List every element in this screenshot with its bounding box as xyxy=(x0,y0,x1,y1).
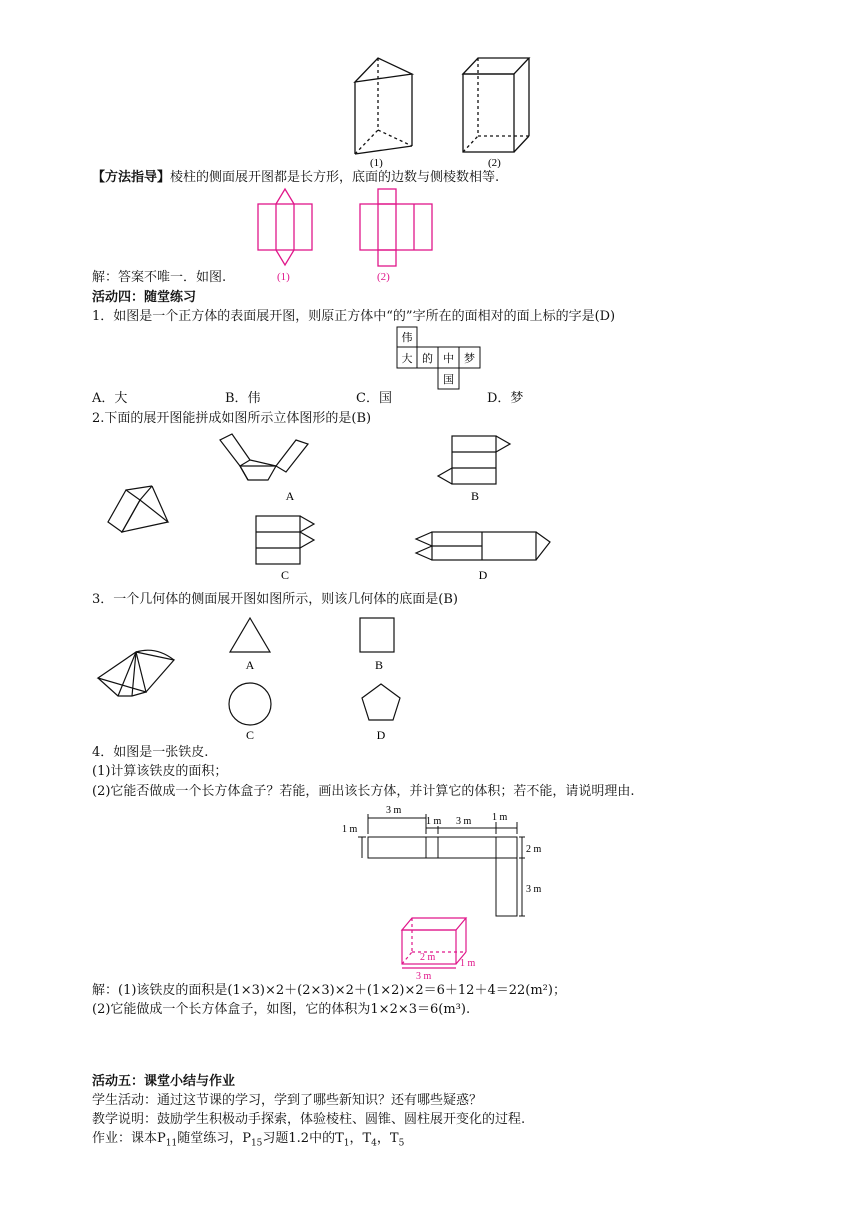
dim-mid-3m: 3 m xyxy=(456,816,472,827)
solution-line1: 解：(1)该铁皮的面积是(1×3)×2＋(2×3)×2＋(1×2)×2＝6＋12＋4＝22(m²)； xyxy=(92,983,566,998)
q3-label-c: C xyxy=(245,728,255,742)
method-title: 【方法指导】 xyxy=(92,170,171,185)
iron-sheet-net xyxy=(338,800,548,920)
activity4-title: 活动四：随堂练习 xyxy=(92,290,197,305)
q2-label-a: A xyxy=(285,489,295,503)
prism-label-2: (2) xyxy=(488,157,501,168)
cube-cell-meng: 梦 xyxy=(464,353,475,365)
cube-cell-da: 大 xyxy=(401,353,413,365)
q2-label-d: D xyxy=(478,568,488,582)
activity5-title: 活动五：课堂小结与作业 xyxy=(92,1074,236,1089)
dim-right-1m: 1 m xyxy=(492,812,508,823)
prisms-figure xyxy=(340,48,540,168)
dim-mid-1m: 1 m xyxy=(426,816,442,827)
answer-intro: 解：答案不唯一．如图. xyxy=(92,270,227,285)
cube-net xyxy=(396,326,486,392)
dim-top-3m: 3 m xyxy=(386,805,402,816)
nets-figure xyxy=(250,186,440,286)
q3-figures xyxy=(94,612,424,744)
q1-choice-c: C．国 xyxy=(356,391,392,406)
q2-figures xyxy=(100,430,560,585)
cube-cell-guo: 国 xyxy=(443,374,454,386)
q2-label-b: B xyxy=(470,489,480,503)
q2-label-c: C xyxy=(280,568,290,582)
net-label-2: (2) xyxy=(377,271,390,283)
cube-cell-zhong: 中 xyxy=(443,353,454,365)
solution-line2: (2)它能做成一个长方体盒子，如图，它的体积为1×2×3＝6(m³). xyxy=(92,1002,471,1017)
q1-text: 1．如图是一个正方体的表面展开图，则原正方体中“的”字所在的面相对的面上标的字是(D) xyxy=(92,309,616,324)
net-label-1: (1) xyxy=(277,271,290,283)
q3-text: 3．一个几何体的侧面展开图如图所示，则该几何体的底面是(B) xyxy=(92,592,458,607)
activity5-student: 学生活动：通过这节课的学习，学到了哪些新知识？还有哪些疑惑？ xyxy=(92,1093,483,1108)
dim-down-3m: 3 m xyxy=(526,884,542,895)
prism-label-1: (1) xyxy=(370,157,383,168)
box-depth: 2 m xyxy=(420,952,436,963)
q2-text: 2.下面的展开图能拼成如图所示立体图形的是(B) xyxy=(92,411,372,426)
q4-part2: (2)它能否做成一个长方体盒子？若能，画出该长方体，并计算它的体积；若不能，请说明理由. xyxy=(92,784,635,799)
method-guide xyxy=(92,170,499,186)
q3-label-d: D xyxy=(376,728,386,742)
q3-label-a: A xyxy=(245,658,255,672)
q4-text: 4．如图是一张铁皮. xyxy=(92,745,209,760)
box-figure xyxy=(394,910,494,982)
box-width: 3 m xyxy=(416,971,432,982)
box-height: 1 m xyxy=(460,958,476,969)
dim-left-1m: 1 m xyxy=(342,824,358,835)
dim-2m: 2 m xyxy=(526,844,542,855)
activity5-teaching: 教学说明：鼓励学生积极动手探索，体验棱柱、圆锥、圆柱展开变化的过程. xyxy=(92,1112,526,1127)
method-text: 棱柱的侧面展开图都是长方形，底面的边数与侧棱数相等. xyxy=(170,170,500,185)
q4-part1: (1)计算该铁皮的面积； xyxy=(92,764,228,779)
q1-choice-d: D．梦 xyxy=(487,391,524,406)
cube-cell-de: 的 xyxy=(422,353,433,365)
q1-choice-b: B．伟 xyxy=(225,391,261,406)
activity5-homework: 作业：课本$P_{11}$随堂练习，$P_{15}$习题1.2中的$T_1$，$T_4$，$T_5$ xyxy=(92,1131,405,1149)
q3-label-b: B xyxy=(374,658,384,672)
q1-choice-a: A．大 xyxy=(92,391,128,406)
cube-cell-wei: 伟 xyxy=(401,332,413,344)
